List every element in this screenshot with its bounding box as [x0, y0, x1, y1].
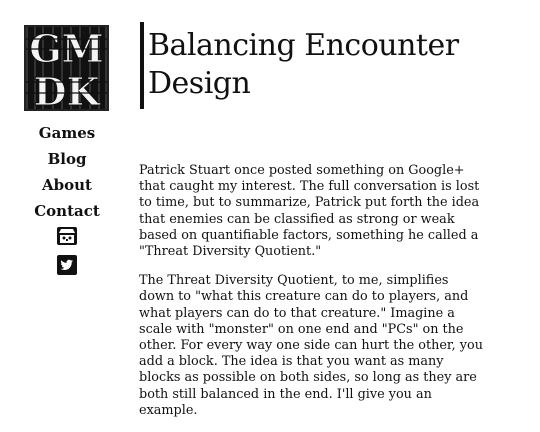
- post-paragraph: Patrick Stuart once posted something on Google+ that caught my interest. The full conversation is lost to time, but to summarize, Patrick put forth the idea that enemies can be classified as strong or weak based on quantifiable factors, something he called a "Threat Diversity Quotient.": [139, 163, 480, 260]
- itch-io-icon: [56, 226, 78, 246]
- twitter-icon: [56, 255, 78, 275]
- twitter-link[interactable]: [56, 255, 78, 275]
- logo-text-top: GM: [29, 26, 104, 71]
- nav-link-about[interactable]: About: [42, 176, 92, 194]
- post-paragraph: The Threat Diversity Quotient, to me, simplifies down to "what this creature can do to players, and what players can do to that creature." Imagine a scale with "monster" on one end and "PCs" on the other. For every way one side can hurt the other, you add a block. The idea is that you want as many blocks as possible on both sides, so long as they are both still balanced in the end. I'll give you an example.: [139, 273, 483, 418]
- site-logo[interactable]: [24, 25, 109, 111]
- nav-link-games[interactable]: Games: [38, 124, 96, 142]
- nav-link-contact[interactable]: Contact: [34, 202, 100, 220]
- post-title: Balancing Encounter Design: [148, 28, 459, 101]
- post-body: [139, 163, 484, 432]
- logo-text-bottom: DK: [33, 69, 100, 111]
- nav-link-blog[interactable]: Blog: [47, 150, 87, 168]
- main-nav: [20, 120, 114, 224]
- logo-image: [24, 25, 109, 111]
- itch-io-link[interactable]: [56, 226, 78, 246]
- post-title-block: [140, 22, 540, 109]
